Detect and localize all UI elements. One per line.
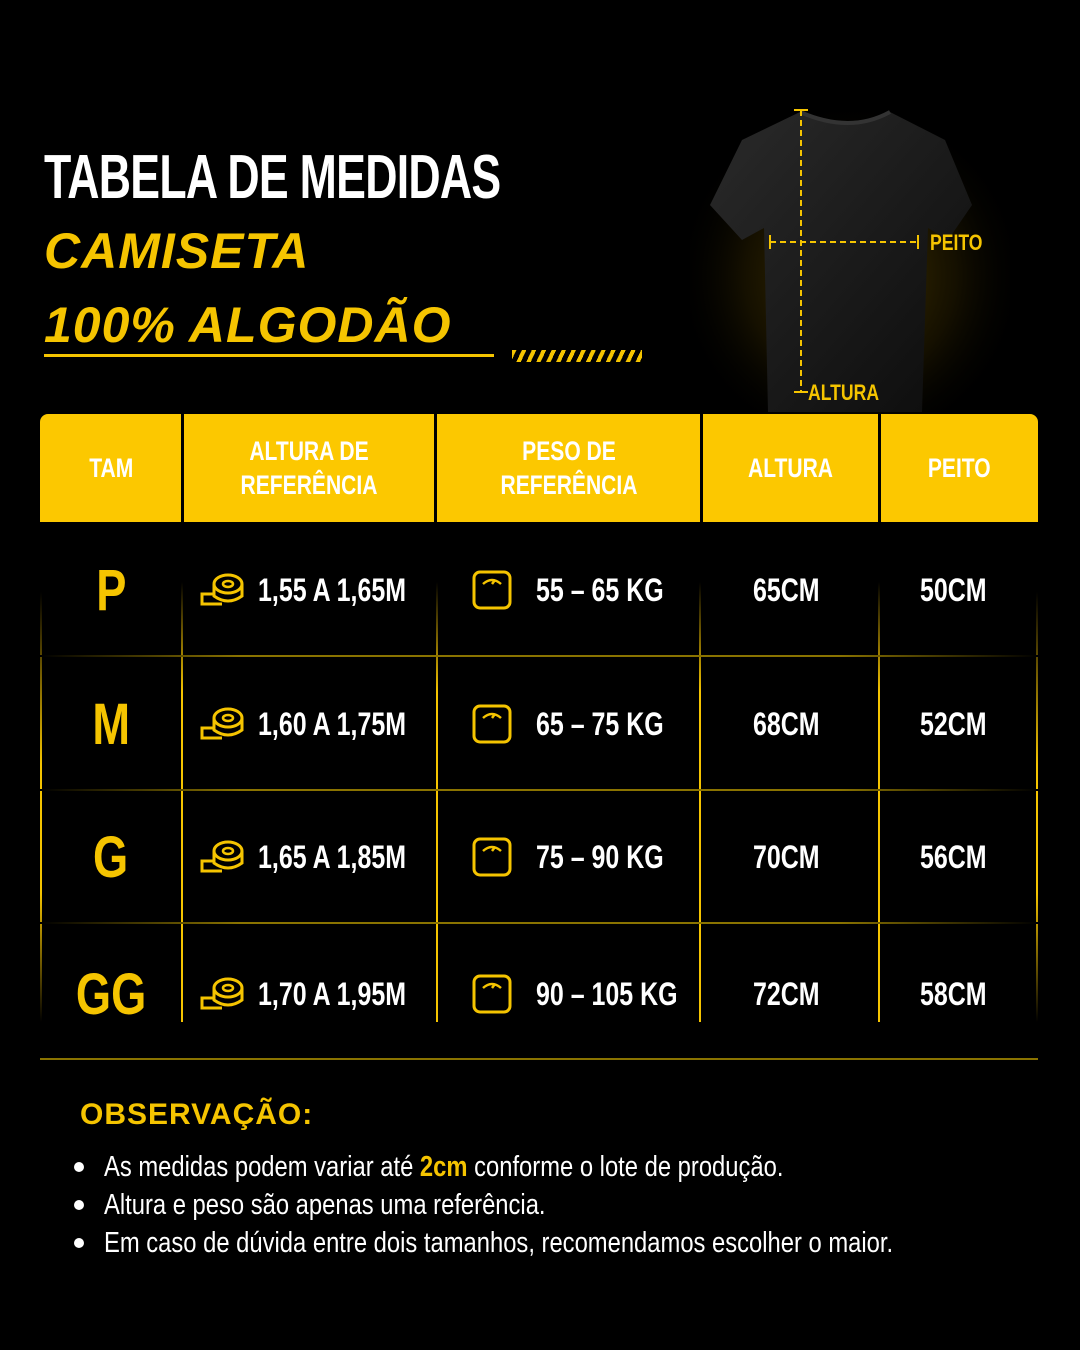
scale-icon bbox=[470, 570, 518, 610]
peso-referencia-value: 65 – 75 KG bbox=[536, 705, 664, 742]
divider bbox=[40, 1058, 1038, 1060]
peito-value: 50CM bbox=[920, 571, 987, 608]
material-subtitle: 100% ALGODÃO bbox=[44, 297, 452, 353]
tshirt-illustration bbox=[690, 100, 1010, 420]
size-table-body bbox=[40, 522, 1038, 1027]
header-peito: PEITO bbox=[928, 453, 991, 483]
observacao-title: OBSERVAÇÃO: bbox=[80, 1098, 314, 1131]
altura-referencia-value: 1,70 A 1,95M bbox=[258, 975, 406, 1012]
title-underline bbox=[44, 354, 494, 357]
list-item: Em caso de dúvida entre dois tamanhos, recomendamos escolher o maior. bbox=[72, 1224, 1066, 1262]
size-label: GG bbox=[75, 961, 147, 1027]
size-label: G bbox=[93, 824, 129, 890]
table-row bbox=[40, 524, 1038, 656]
header-altura-referencia: ALTURA DE REFERÊNCIA bbox=[240, 436, 378, 500]
peso-referencia-value: 55 – 65 KG bbox=[536, 571, 664, 608]
header-altura: ALTURA bbox=[747, 453, 833, 483]
measuring-tape-icon bbox=[198, 837, 246, 877]
measuring-tape-icon bbox=[198, 570, 246, 610]
peito-value: 56CM bbox=[920, 838, 987, 875]
size-label: M bbox=[92, 691, 130, 757]
decorative-stripes bbox=[512, 350, 642, 362]
altura-referencia-value: 1,55 A 1,65M bbox=[258, 571, 406, 608]
header-peso-referencia: PESO DE REFERÊNCIA bbox=[500, 436, 637, 500]
table-row bbox=[40, 791, 1038, 923]
altura-referencia-value: 1,65 A 1,85M bbox=[258, 838, 406, 875]
list-item: As medidas podem variar até 2cm conforme o lote de produção. bbox=[72, 1148, 1066, 1186]
table-row bbox=[40, 658, 1038, 790]
altura-value: 72CM bbox=[753, 975, 820, 1012]
altura-value: 65CM bbox=[753, 571, 820, 608]
size-table-header bbox=[40, 414, 1038, 522]
altura-value: 70CM bbox=[753, 838, 820, 875]
peso-referencia-value: 75 – 90 KG bbox=[536, 838, 664, 875]
peito-value: 52CM bbox=[920, 705, 987, 742]
peito-label: PEITO bbox=[930, 230, 983, 255]
table-row bbox=[40, 928, 1038, 1060]
observacao-list bbox=[72, 1148, 1066, 1262]
measuring-tape-icon bbox=[198, 704, 246, 744]
peso-referencia-value: 90 – 105 KG bbox=[536, 975, 678, 1012]
product-subtitle: CAMISETA bbox=[44, 223, 310, 279]
altura-label: ALTURA bbox=[808, 380, 880, 405]
altura-value: 68CM bbox=[753, 705, 820, 742]
scale-icon bbox=[470, 837, 518, 877]
header-tam: TAM bbox=[88, 453, 134, 483]
page-title: TABELA DE MEDIDAS bbox=[44, 143, 501, 212]
size-label: P bbox=[95, 557, 127, 623]
altura-referencia-value: 1,60 A 1,75M bbox=[258, 705, 406, 742]
highlight-value: 2cm bbox=[419, 1151, 468, 1183]
scale-icon bbox=[470, 974, 518, 1014]
measuring-tape-icon bbox=[198, 974, 246, 1014]
scale-icon bbox=[470, 704, 518, 744]
list-item: Altura e peso são apenas uma referência. bbox=[72, 1186, 1066, 1224]
peito-value: 58CM bbox=[920, 975, 987, 1012]
